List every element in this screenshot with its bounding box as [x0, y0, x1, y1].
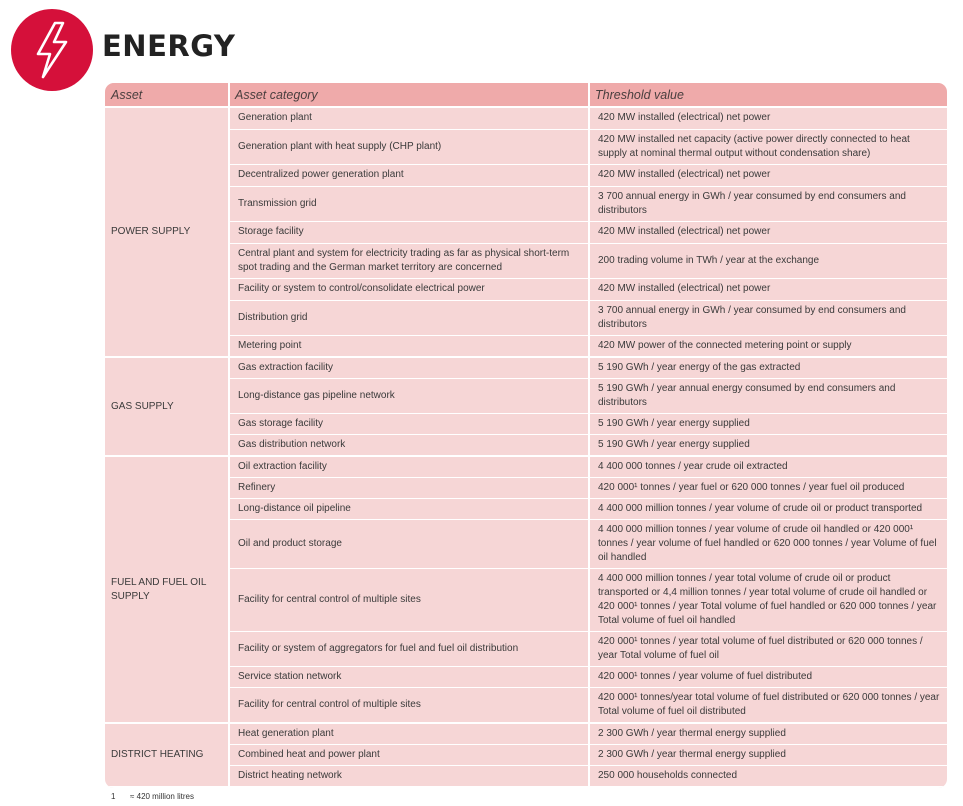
- threshold-value-cell: 420 000¹ tonnes / year total volume of fuel distributed or 620 000 tonnes / year Total volume of fuel oil: [589, 632, 947, 667]
- threshold-value-cell: 420 MW installed (electrical) net power: [589, 164, 947, 186]
- threshold-value-cell: 3 700 annual energy in GWh / year consumed by end consumers and distributors: [589, 300, 947, 335]
- threshold-value-cell: 5 190 GWh / year energy supplied: [589, 435, 947, 457]
- asset-category-cell: Combined heat and power plant: [229, 745, 589, 766]
- table-row: [105, 278, 947, 300]
- asset-category-cell: Long-distance gas pipeline network: [229, 379, 589, 414]
- table-row: [105, 745, 947, 766]
- header-asset-category: Asset category: [229, 83, 589, 107]
- table-row: [105, 688, 947, 724]
- footnote: [111, 792, 194, 801]
- table-row: [105, 164, 947, 186]
- table-row: [105, 243, 947, 278]
- footnote-number: 1: [111, 792, 116, 801]
- threshold-value-cell: 5 190 GWh / year annual energy consumed by end consumers and distributors: [589, 379, 947, 414]
- asset-category-cell: Gas distribution network: [229, 435, 589, 457]
- table-row: [105, 632, 947, 667]
- table-header-row: [105, 83, 947, 107]
- table-row: [105, 456, 947, 478]
- asset-category-cell: Facility for central control of multiple sites: [229, 688, 589, 724]
- asset-category-cell: Generation plant with heat supply (CHP plant): [229, 129, 589, 164]
- threshold-value-cell: 420 MW installed (electrical) net power: [589, 107, 947, 129]
- threshold-value-cell: 420 000¹ tonnes / year fuel or 620 000 tonnes / year fuel oil produced: [589, 478, 947, 499]
- table-row: [105, 520, 947, 569]
- threshold-value-cell: 250 000 households connected: [589, 766, 947, 788]
- table-row: [105, 499, 947, 520]
- threshold-value-cell: 4 400 000 million tonnes / year volume of crude oil or product transported: [589, 499, 947, 520]
- page-title: ENERGY: [102, 29, 236, 63]
- table-row: [105, 379, 947, 414]
- threshold-value-cell: 4 400 000 tonnes / year crude oil extracted: [589, 456, 947, 478]
- asset-category-cell: Gas extraction facility: [229, 357, 589, 379]
- asset-category-cell: Service station network: [229, 667, 589, 688]
- header-asset: Asset: [105, 83, 229, 107]
- asset-category-cell: Facility or system to control/consolidate electrical power: [229, 278, 589, 300]
- threshold-value-cell: 420 MW installed (electrical) net power: [589, 221, 947, 243]
- asset-cell: DISTRICT HEATING: [105, 723, 229, 787]
- threshold-value-cell: 4 400 000 million tonnes / year volume of crude oil handled or 420 000¹ tonnes / year volume of fuel handled or 620 000 tonnes / year Volume of fuel oil handled: [589, 520, 947, 569]
- asset-category-cell: Refinery: [229, 478, 589, 499]
- asset-category-cell: District heating network: [229, 766, 589, 788]
- asset-category-cell: Storage facility: [229, 221, 589, 243]
- table-row: [105, 723, 947, 745]
- header-threshold-value: Threshold value: [589, 83, 947, 107]
- threshold-value-cell: 420 MW installed net capacity (active power directly connected to heat supply at nominal thermal output without condensation share): [589, 129, 947, 164]
- threshold-value-cell: 200 trading volume in TWh / year at the exchange: [589, 243, 947, 278]
- table-row: [105, 129, 947, 164]
- threshold-value-cell: 2 300 GWh / year thermal energy supplied: [589, 723, 947, 745]
- table-row: [105, 414, 947, 435]
- asset-cell: GAS SUPPLY: [105, 357, 229, 456]
- table-row: [105, 186, 947, 221]
- asset-category-cell: Facility for central control of multiple sites: [229, 569, 589, 632]
- footnote-text: ≈ 420 million litres: [130, 792, 194, 801]
- table-body: [105, 107, 947, 787]
- asset-cell: POWER SUPPLY: [105, 107, 229, 357]
- threshold-table: [105, 83, 947, 788]
- table-row: [105, 221, 947, 243]
- table-row: [105, 569, 947, 632]
- table-row: [105, 478, 947, 499]
- threshold-value-cell: 420 000¹ tonnes / year volume of fuel distributed: [589, 667, 947, 688]
- asset-category-cell: Central plant and system for electricity trading as far as physical short-term spot trading and the German market territory are concerned: [229, 243, 589, 278]
- threshold-value-cell: 5 190 GWh / year energy of the gas extracted: [589, 357, 947, 379]
- table-row: [105, 667, 947, 688]
- asset-category-cell: Generation plant: [229, 107, 589, 129]
- table-row: [105, 357, 947, 379]
- asset-category-cell: Transmission grid: [229, 186, 589, 221]
- asset-cell: FUEL AND FUEL OIL SUPPLY: [105, 456, 229, 723]
- asset-category-cell: Oil extraction facility: [229, 456, 589, 478]
- table-row: [105, 435, 947, 457]
- asset-category-cell: Heat generation plant: [229, 723, 589, 745]
- threshold-table-container: [105, 83, 947, 788]
- asset-category-cell: Facility or system of aggregators for fuel and fuel oil distribution: [229, 632, 589, 667]
- threshold-value-cell: 3 700 annual energy in GWh / year consumed by end consumers and distributors: [589, 186, 947, 221]
- threshold-value-cell: 420 MW power of the connected metering point or supply: [589, 335, 947, 357]
- energy-logo: [11, 9, 93, 91]
- asset-category-cell: Distribution grid: [229, 300, 589, 335]
- asset-category-cell: Decentralized power generation plant: [229, 164, 589, 186]
- table-row: [105, 766, 947, 788]
- table-row: [105, 107, 947, 129]
- asset-category-cell: Gas storage facility: [229, 414, 589, 435]
- asset-category-cell: Oil and product storage: [229, 520, 589, 569]
- asset-category-cell: Long-distance oil pipeline: [229, 499, 589, 520]
- asset-category-cell: Metering point: [229, 335, 589, 357]
- threshold-value-cell: 5 190 GWh / year energy supplied: [589, 414, 947, 435]
- table-row: [105, 335, 947, 357]
- lightning-bolt-icon: [11, 9, 93, 91]
- threshold-value-cell: 2 300 GWh / year thermal energy supplied: [589, 745, 947, 766]
- threshold-value-cell: 420 MW installed (electrical) net power: [589, 278, 947, 300]
- threshold-value-cell: 4 400 000 million tonnes / year total volume of crude oil or product transported or 4,4 million tonnes / year total volume of crude oil handled or 420 000¹ tonnes / year Total volume of fuel handled or 620 000 tonnes / year Total volume of fuel oil handled: [589, 569, 947, 632]
- table-row: [105, 300, 947, 335]
- threshold-value-cell: 420 000¹ tonnes/year total volume of fuel distributed or 620 000 tonnes / year Total volume of fuel oil distributed: [589, 688, 947, 724]
